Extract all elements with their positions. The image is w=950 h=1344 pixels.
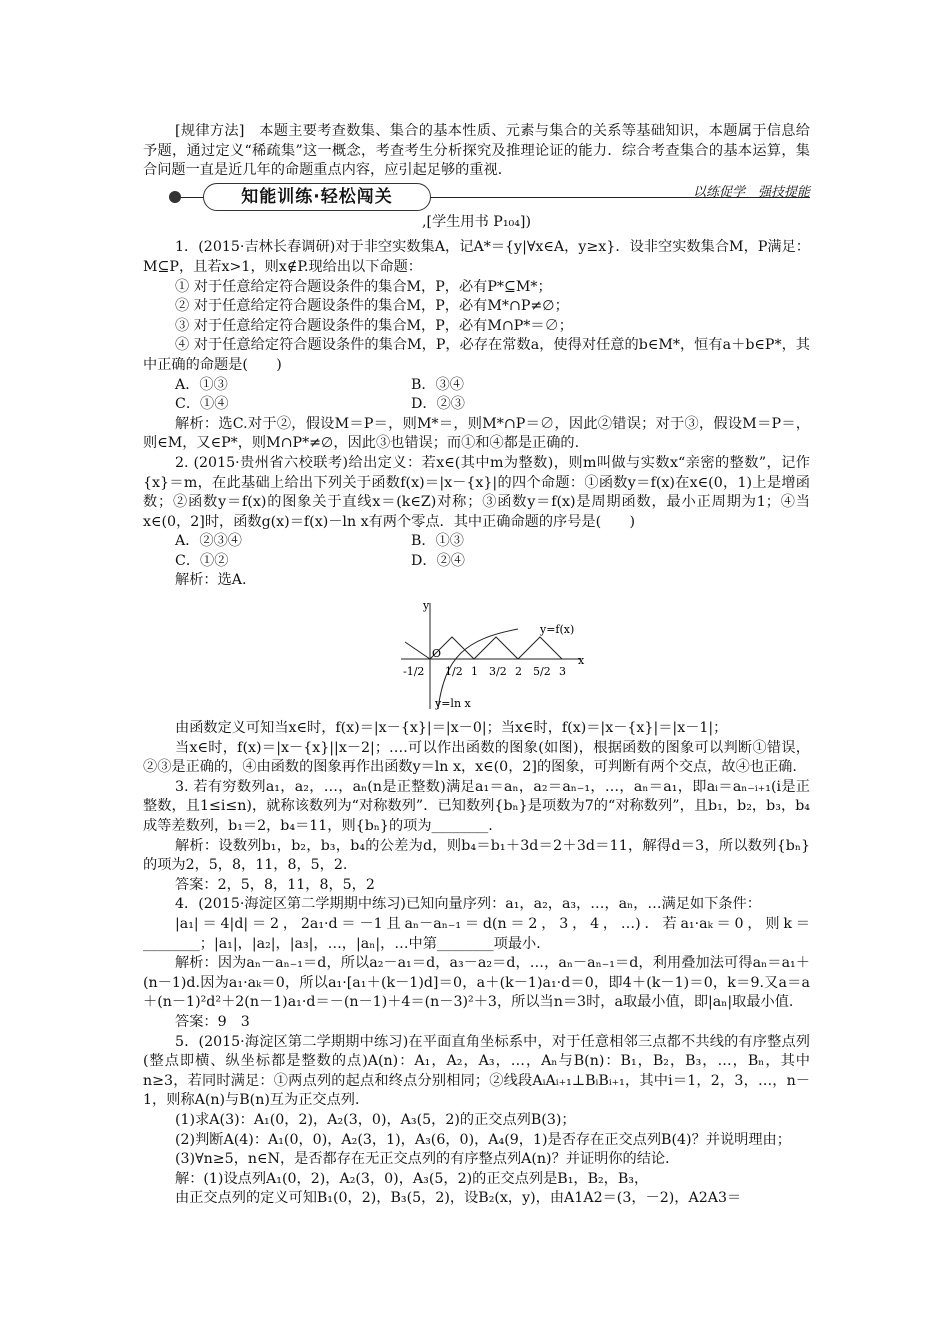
tick-label: 1 — [471, 665, 478, 679]
tick-label: 5/2 — [533, 665, 551, 679]
q5-stem: 5．(2015·海淀区第二学期期中练习)在平面直角坐标系中，对于任意相邻三点都不共线的有序整点列(整点即横、纵坐标都是整数的点)A(n)：A₁，A₂，A₃，…，Aₙ与B(n)：B₁，B₂，B₃，…，Bₙ，其中n≥3，若同时满足：①两点列的起点和终点分别相同；②线段AᵢAᵢ₊₁⊥BᵢBᵢ₊₁，其中i＝1，2，3，…，n－1，则称A(n)与B(n)互为正交点列． — [143, 1033, 810, 1109]
q2-option-a: A．②③④ — [175, 533, 242, 550]
y-axis-label: y — [423, 599, 430, 613]
section-header — [143, 183, 810, 213]
q2-option-c: C．①② — [175, 552, 229, 569]
q1-option-b: B．③④ — [411, 376, 464, 393]
q1-stem: 1．(2015·吉林长春调研)对于非空实数集A，记A*＝{y|∀x∈A，y≥x}．设非空实数集合M，P满足：M⊆P，且若x>1，则x∉P.现给出以下命题： — [143, 239, 810, 275]
q1-item: ② 对于任意给定符合题设条件的集合M，P，必有M*∩P≠∅； — [175, 298, 569, 315]
q1-option-c: C．①④ — [175, 396, 229, 413]
tick-label: -1/2 — [403, 665, 425, 679]
tick-label: 3/2 — [489, 665, 507, 679]
q1-item: ③ 对于任意给定符合题设条件的集合M，P，必有M∩P*＝∅； — [175, 317, 573, 334]
q2-explain: 由函数定义可知当x∈时，f(x)＝|x－{x}|＝|x－0|；当x∈时，f(x)＝|x－{x}|＝|x－1|； — [175, 720, 728, 737]
section-title: 知能训练·轻松闯关 — [203, 183, 431, 211]
q1-options-row — [143, 376, 810, 396]
q3-stem: 3. 若有穷数列a₁，a₂，…，aₙ(n是正整数)满足a₁＝aₙ，a₂＝aₙ₋₁，…，aₙ＝a₁，即aᵢ＝aₙ₋ᵢ₊₁(i是正整数，且1≤i≤n)，就称该数列为“对称数列”．已知数列{bₙ}是项数为7的“对称数列”，且b₁，b₂，b₃，b₄成等差数列，b₁＝2，b₄＝11，则{bₙ}的项为________. — [143, 778, 810, 835]
q1-item: ④ 对于任意给定符合题设条件的集合M，P，必存在常数a，使得对任意的b∈M*，恒有a＋b∈P*，其中正确的命题是( ) — [143, 337, 810, 373]
q1-option-d: D．②③ — [411, 396, 465, 413]
q5-part: (1)求A(3)：A₁(0，2)，A₂(3，0)，A₃(5，2)的正交点列B(3)； — [175, 1111, 576, 1128]
x-axis-label: x — [578, 654, 585, 668]
q1-item: ① 对于任意给定符合题设条件的集合M，P，必有P*⊆M*； — [175, 278, 552, 295]
q4-stem: 4．(2015·海淀区第二学期期中练习)已知向量序列：a₁，a₂，a₃，…，aₙ，…满足如下条件： — [175, 896, 761, 913]
q2-options-row — [143, 532, 810, 552]
q4-answer: 答案：9 3 — [175, 1013, 250, 1030]
origin-label: O — [432, 647, 442, 661]
q2-explain: 当x∈时，f(x)＝|x－{x}||x－2|；….可以作出函数的图象(如图)，根据函数的图象可以判断①错误，②③是正确的，④由函数的图象再作出函数y＝ln x，x∈(0，2]的图象，可判断有两个交点，故④也正确. — [143, 739, 810, 776]
q3-analysis: 解析：设数列b₁，b₂，b₃，b₄的公差为d，则b₄＝b₁＋3d＝2＋3d＝11，解得d＝3，所以数列{bₙ}的项为2，5，8，11，8，5，2. — [143, 837, 810, 874]
q2-options-row — [143, 552, 810, 572]
tick-label: 2 — [515, 665, 522, 679]
q5-solution: 解：(1)设点列A₁(0，2)，A₂(3，0)，A₃(5，2)的正交点列是B₁，B₂，B₃， — [175, 1170, 649, 1187]
q5-solution: 由正交点列的定义可知B₁(0，2)，B₃(5，2)，设B₂(x，y)，由A1A2＝(3，－2)，A2A3＝ — [175, 1190, 742, 1207]
book-reference: ,[学生用书 P₁₀₄]) — [422, 213, 531, 230]
bullet-icon — [169, 191, 181, 203]
method-note: [规律方法] 本题主要考查数集、集合的基本性质、元素与集合的关系等基础知识，本题属于信息给予题，通过定义“稀疏集”这一概念，考查考生分析探究及推理论证的能力．综合考查集合的基本运算，集合问题一直是近几年的命题重点内容，应引起足够的重视． — [143, 123, 810, 179]
q3-answer: 答案：2，5，8，11，8，5，2 — [175, 876, 375, 893]
q5-part: (3)∀n≥5，n∈N，是否都存在无正交点列的有序整点列A(n)？并证明你的结论． — [175, 1151, 680, 1168]
ln-label: y=ln x — [435, 697, 471, 711]
q1-option-a: A．①③ — [175, 376, 228, 393]
tick-label: 1/2 — [445, 665, 463, 679]
fx-label: y=f(x) — [540, 623, 575, 637]
q2-option-d: D．②④ — [411, 552, 465, 569]
q2-analysis: 解析：选A. — [175, 572, 247, 589]
q4-stem: |a₁|＝4|d|＝2，2a₁·d＝－1且aₙ－aₙ₋₁＝d(n＝2，3，4，…)．若a₁·aₖ＝0，则k＝________；|a₁|，|a₂|，|a₃|，…，|aₙ|，…中第________项最小． — [143, 916, 810, 952]
function-graph — [143, 597, 810, 715]
tick-label: 3 — [559, 665, 566, 679]
q1-analysis: 解析：选C.对于②，假设M＝P＝，则M*＝，则M*∩P＝∅，因此②错误；对于③，假设M＝P＝，则∈M，又∈P*，则M∩P*≠∅，因此③也错误；而①和④都是正确的. — [143, 415, 810, 452]
q2-option-b: B．①③ — [411, 533, 464, 550]
section-slogan: 以练促学 强技提能 — [692, 184, 810, 200]
q4-analysis: 解析：因为aₙ－aₙ₋₁＝d，所以a₂－a₁＝d，a₃－a₂＝d，…，aₙ－aₙ₋₁＝d，利用叠加法可得aₙ＝a₁＋(n－1)d.因为a₁·aₖ＝0，所以a₁·[a₁＋(k－1)d]＝0，a＋(k－1)a₁·d＝0，即4＋(k－1)＝0，k＝9.又a＝a＋(n－1)²d²＋2(n－1)a₁·d＝－(n－1)＋4＝(n－3)²＋3，所以当n＝3时，a取最小值，即|aₙ|取最小值. — [143, 955, 810, 1011]
q5-part: (2)判断A(4)：A₁(0，0)，A₂(3，1)，A₃(6，0)，A₄(9，1)是否存在正交点列B(4)？并说明理由； — [175, 1131, 791, 1148]
q1-options-row — [143, 395, 810, 415]
q2-stem: 2. (2015·贵州省六校联考)给出定义：若x∈(其中m为整数)，则m叫做与实数x“亲密的整数”，记作{x}＝m，在此基础上给出下列关于函数f(x)＝|x－{x}|的四个命题：①函数y＝f(x)在x∈(0，1)上是增函数；②函数y＝f(x)的图象关于直线x＝(k∈Z)对称；③函数y＝f(x)是周期函数，最小正周期为1；④当x∈(0，2]时，函数g(x)＝f(x)－ln x有两个零点．其中正确命题的序号是( ) — [143, 454, 810, 530]
